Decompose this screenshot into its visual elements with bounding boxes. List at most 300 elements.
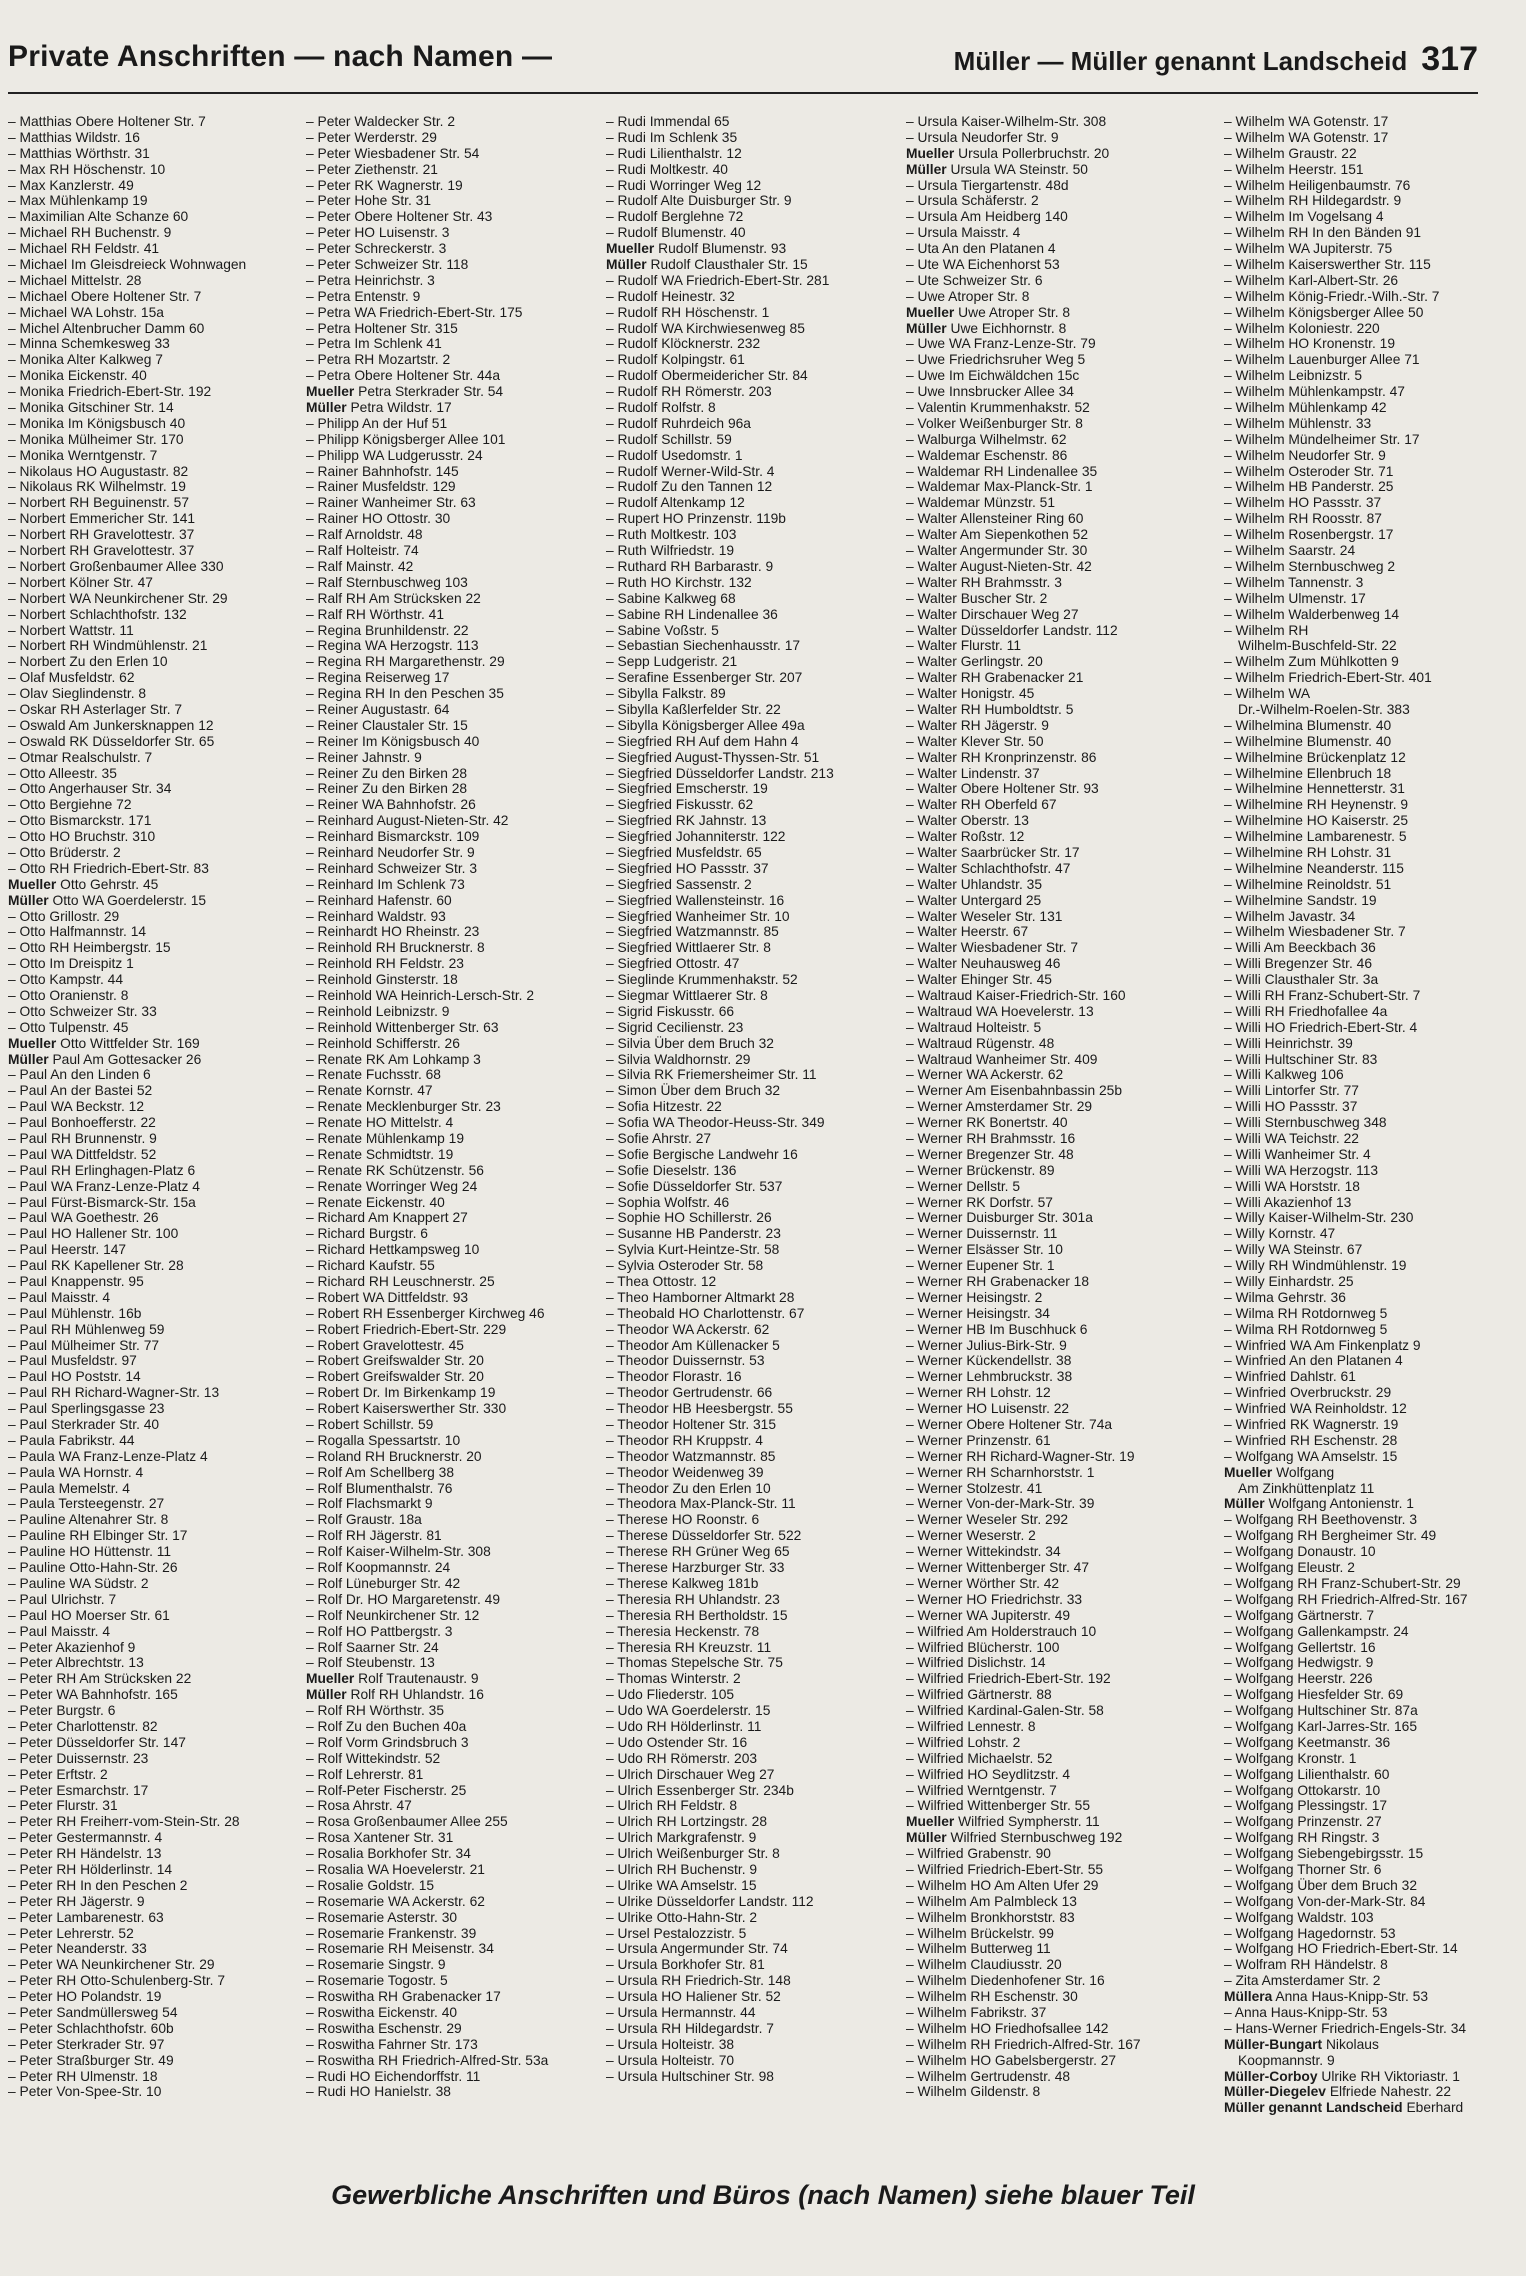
directory-entry: – Wilhelm Wiesbadener Str. 7 xyxy=(1224,924,1406,940)
directory-entry: – Ursula Holteistr. 70 xyxy=(606,2052,735,2068)
directory-entry: – Wilma RH Rotdornweg 5 xyxy=(1224,1305,1388,1321)
directory-entry: – Wilfried Grabenstr. 90 xyxy=(906,1846,1051,1862)
directory-entry: – Sofia Hitzestr. 22 xyxy=(606,1099,722,1115)
directory-entry: – Reiner Im Königsbusch 40 xyxy=(306,733,480,749)
directory-entry: – Wilhelm HO Passstr. 37 xyxy=(1224,495,1382,511)
directory-entry: – Robert Schillstr. 59 xyxy=(306,1417,434,1433)
directory-entry: – Norbert RH Gravelottestr. 37 xyxy=(8,527,195,543)
directory-entry: – Theresia RH Bertholdstr. 15 xyxy=(606,1607,788,1623)
directory-entry: – Richard RH Leuschnerstr. 25 xyxy=(306,1274,495,1290)
directory-entry: Müller-Bungart Nikolaus xyxy=(1224,2036,1379,2052)
directory-entry: – Paula WA Hornstr. 4 xyxy=(8,1464,144,1480)
directory-entry: – Paul WA Beckstr. 12 xyxy=(8,1099,144,1115)
directory-entry: – Rolf Zu den Buchen 40a xyxy=(306,1718,467,1734)
directory-entry: – Paul Mühlenstr. 16b xyxy=(8,1305,142,1321)
directory-entry: – Paul RH Erlinghagen-Platz 6 xyxy=(8,1162,196,1178)
directory-entry: – Wilhelm Bronkhorststr. 83 xyxy=(906,1909,1075,1925)
directory-entry: – Uwe Atroper Str. 8 xyxy=(906,288,1030,304)
directory-entry: – Siegfried Johanniterstr. 122 xyxy=(606,829,786,845)
directory-entry: – Paul RK Kapellener Str. 28 xyxy=(8,1258,184,1274)
directory-entry: – Paul Bonhoefferstr. 22 xyxy=(8,1115,156,1131)
directory-entry: – Willy WA Steinstr. 67 xyxy=(1224,1242,1363,1258)
directory-entry: – Reinhold RH Feldstr. 23 xyxy=(306,956,464,972)
directory-entry: – Wilhelmina Blumenstr. 40 xyxy=(1224,717,1392,733)
directory-entry: – Walter Klever Str. 50 xyxy=(906,733,1044,749)
directory-entry: – Theodor Watzmannstr. 85 xyxy=(606,1448,776,1464)
directory-entry: – Ulrich Weißenburger Str. 8 xyxy=(606,1846,780,1862)
directory-entry: – Rosalia Borkhofer Str. 34 xyxy=(306,1846,471,1862)
directory-entry: – Uwe Im Eichwäldchen 15c xyxy=(906,368,1080,384)
directory-column-5 xyxy=(1224,114,1520,2116)
directory-entry: – Ralf Sternbuschweg 103 xyxy=(306,574,468,590)
directory-entry: – Walter Am Siepenkothen 52 xyxy=(906,527,1089,543)
directory-entry: – Paul HO Moerser Str. 61 xyxy=(8,1607,170,1623)
directory-entry: – Theodor Duissernstr. 53 xyxy=(606,1353,765,1369)
directory-entry: – Sibylla Königsberger Allee 49a xyxy=(606,717,805,733)
directory-entry: – Reiner Claustaler Str. 15 xyxy=(306,717,468,733)
directory-entry: – Werner Heisingstr. 34 xyxy=(906,1305,1050,1321)
directory-entry: – Werner Elsässer Str. 10 xyxy=(906,1242,1063,1258)
directory-entry: – Reinhold WA Heinrich-Lersch-Str. 2 xyxy=(306,987,534,1003)
directory-entry: – Rosa Großenbaumer Allee 255 xyxy=(306,1814,508,1830)
directory-entry: – Ulrike Düsseldorfer Landstr. 112 xyxy=(606,1893,814,1909)
directory-entry: Mueller Rudolf Blumenstr. 93 xyxy=(606,241,787,257)
directory-entry: – Wilhelmine RH Heynenstr. 9 xyxy=(1224,797,1409,813)
directory-entry: – Wilhelm Friedrich-Ebert-Str. 401 xyxy=(1224,670,1432,686)
directory-entry: – Paul RH Richard-Wagner-Str. 13 xyxy=(8,1385,220,1401)
directory-entry: – Wilhelmine Blumenstr. 40 xyxy=(1224,733,1392,749)
directory-entry: – Regina WA Herzogstr. 113 xyxy=(306,638,479,654)
directory-entry: – Wilhelm Ulmenstr. 17 xyxy=(1224,590,1366,606)
directory-entry: – Paula WA Franz-Lenze-Platz 4 xyxy=(8,1448,208,1464)
directory-entry: – Wilhelm Zum Mühlkotten 9 xyxy=(1224,654,1399,670)
directory-entry: – Peter Lambarenestr. 63 xyxy=(8,1909,164,1925)
directory-entry: – Wilfried Dislichstr. 14 xyxy=(906,1655,1046,1671)
directory-entry: – Maximilian Alte Schanze 60 xyxy=(8,209,189,225)
directory-entry: – Wilhelm HO Kronenstr. 19 xyxy=(1224,336,1395,352)
directory-entry: – Walter Weseler Str. 131 xyxy=(906,908,1063,924)
directory-entry: – Rudolf Klöcknerstr. 232 xyxy=(606,336,761,352)
directory-entry: – Ruth Wilfriedstr. 19 xyxy=(606,543,735,559)
directory-entry: – Uwe Innsbrucker Allee 34 xyxy=(906,384,1074,400)
directory-entry: – Walter Schlachthofstr. 47 xyxy=(906,860,1071,876)
directory-entry: – Peter Akazienhof 9 xyxy=(8,1639,136,1655)
directory-entry: – Werner Am Eisenbahnbassin 25b xyxy=(906,1083,1123,1099)
directory-entry: – Wolfgang Hedwigstr. 9 xyxy=(1224,1655,1374,1671)
directory-entry: – Waltraud Kaiser-Friedrich-Str. 160 xyxy=(906,987,1126,1003)
directory-entry: – Paul HO Hallener Str. 100 xyxy=(8,1226,179,1242)
directory-entry: – Ulrich Dirschauer Weg 27 xyxy=(606,1766,775,1782)
directory-entry: – Werner Duisburger Str. 301a xyxy=(906,1210,1093,1226)
directory-entry: – Reinhold Wittenberger Str. 63 xyxy=(306,1019,499,1035)
directory-entry: – Wolfgang Über dem Bruch 32 xyxy=(1224,1877,1418,1893)
directory-entry: – Wolfgang Heerstr. 226 xyxy=(1224,1671,1373,1687)
page-number: 317 xyxy=(1421,40,1478,78)
directory-entry: – Willi HO Friedrich-Ebert-Str. 4 xyxy=(1224,1019,1418,1035)
directory-entry: – Rolf Lüneburger Str. 42 xyxy=(306,1575,461,1591)
directory-entry: – Sabine Voßstr. 5 xyxy=(606,622,719,638)
directory-entry: – Wilhelm Heerstr. 151 xyxy=(1224,161,1364,177)
directory-entry: – Wilhelm WA Gotenstr. 17 xyxy=(1224,114,1389,129)
directory-entry: – Winfried An den Platanen 4 xyxy=(1224,1353,1403,1369)
directory-entry: – Wilhelm Claudiusstr. 20 xyxy=(906,1957,1062,1973)
directory-entry: – Ralf RH Am Strücksken 22 xyxy=(306,590,481,606)
directory-entry: – Werner Von-der-Mark-Str. 39 xyxy=(906,1496,1095,1512)
directory-entry: – Peter Flurstr. 31 xyxy=(8,1798,118,1814)
directory-entry: – Paul Maisstr. 4 xyxy=(8,1623,110,1639)
directory-entry: – Waltraud Holteistr. 5 xyxy=(906,1019,1042,1035)
directory-entry: – Werner Eupener Str. 1 xyxy=(906,1258,1055,1274)
directory-entry: – Paul WA Franz-Lenze-Platz 4 xyxy=(8,1178,200,1194)
directory-entry: – Wilhelm RH Friedrich-Alfred-Str. 167 xyxy=(906,2036,1141,2052)
directory-entry: – Rudolf Schillstr. 59 xyxy=(606,431,732,447)
directory-entry: – Rosemarie Togostr. 5 xyxy=(306,1973,448,1989)
directory-column-4 xyxy=(906,114,1198,2100)
directory-entry: Müller-Diegelev Elfriede Nahestr. 22 xyxy=(1224,2084,1451,2100)
directory-entry: – Peter Albrechtstr. 13 xyxy=(8,1655,144,1671)
directory-entry: – Winfried WA Am Finkenplatz 9 xyxy=(1224,1337,1421,1353)
directory-entry: – Walter RH Oberfeld 67 xyxy=(906,797,1057,813)
directory-entry: – Roswitha Eickenstr. 40 xyxy=(306,2004,458,2020)
directory-entry: – Peter RH Ulmenstr. 18 xyxy=(8,2068,158,2084)
directory-entry: – Otto Kampstr. 44 xyxy=(8,972,124,988)
directory-entry: – Valentin Krummenhakstr. 52 xyxy=(906,400,1090,416)
directory-entry: – Willy Kaiser-Wilhelm-Str. 230 xyxy=(1224,1210,1414,1226)
directory-entry: – Paul An den Linden 6 xyxy=(8,1067,151,1083)
directory-entry: – Walter Wiesbadener Str. 7 xyxy=(906,940,1079,956)
directory-entry: – Rupert HO Prinzenstr. 119b xyxy=(606,511,786,527)
directory-entry: – Thomas Stepelsche Str. 75 xyxy=(606,1655,783,1671)
directory-entry: – Serafine Essenberger Str. 207 xyxy=(606,670,803,686)
directory-entry: – Paul RH Brunnenstr. 9 xyxy=(8,1131,157,1146)
directory-entry: – Wolfgang Gärtnerstr. 7 xyxy=(1224,1607,1375,1623)
directory-entry: – Peter Straßburger Str. 49 xyxy=(8,2052,174,2068)
directory-entry: – Willi Heinrichstr. 39 xyxy=(1224,1035,1353,1051)
directory-entry: – Pauline WA Südstr. 2 xyxy=(8,1575,149,1591)
directory-entry: – Norbert WA Neunkirchener Str. 29 xyxy=(8,590,228,606)
directory-entry: – Rolf Am Schellberg 38 xyxy=(306,1464,455,1480)
directory-entry: – Wilhelm Leibnizstr. 5 xyxy=(1224,368,1363,384)
directory-entry: – Wilhelmine Sandstr. 19 xyxy=(1224,892,1377,908)
directory-entry: – Max Kanzlerstr. 49 xyxy=(8,177,134,193)
directory-entry: – Wilhelm Sternbuschweg 2 xyxy=(1224,558,1396,574)
directory-entry: – Rolf HO Pattbergstr. 3 xyxy=(306,1623,453,1639)
directory-entry: – Waldemar RH Lindenallee 35 xyxy=(906,463,1098,479)
directory-entry: – Otto Halfmannstr. 14 xyxy=(8,924,147,940)
directory-entry: – Silvia Über dem Bruch 32 xyxy=(606,1035,774,1051)
directory-entry: – Rolf Dr. HO Margaretenstr. 49 xyxy=(306,1591,500,1607)
directory-entry: – Walter Honigstr. 45 xyxy=(906,686,1035,702)
directory-entry: – Waldemar Eschenstr. 86 xyxy=(906,447,1068,463)
directory-entry: – Otto Bismarckstr. 171 xyxy=(8,813,152,829)
directory-entry: – Rolf Graustr. 18a xyxy=(306,1512,422,1528)
directory-entry: – Peter Burgstr. 6 xyxy=(8,1703,116,1719)
directory-entry: – Willi RH Friedhofallee 4a xyxy=(1224,1003,1388,1019)
directory-entry: – Rudolf Rolfstr. 8 xyxy=(606,400,716,416)
directory-entry: – Werner Heisingstr. 2 xyxy=(906,1289,1043,1305)
directory-column-3 xyxy=(606,114,898,2084)
directory-entry: Müller Ursula WA Steinstr. 50 xyxy=(906,161,1088,177)
directory-entry: – Theodora Max-Planck-Str. 11 xyxy=(606,1496,796,1512)
directory-entry: – Monika Friedrich-Ebert-Str. 192 xyxy=(8,384,212,400)
directory-entry: – Otto Angerhauser Str. 34 xyxy=(8,781,172,797)
directory-entry: – Ursula Schäferstr. 2 xyxy=(906,193,1039,209)
directory-entry: – Werner Weserstr. 2 xyxy=(906,1528,1036,1544)
directory-entry: – Otto Im Dreispitz 1 xyxy=(8,956,134,972)
directory-entry: – Michael Im Gleisdreieck Wohnwagen xyxy=(8,257,247,273)
directory-entry: – Theresia Heckenstr. 78 xyxy=(606,1623,760,1639)
directory-entry: – Ursula Borkhofer Str. 81 xyxy=(606,1957,765,1973)
directory-entry: – Otto Grillostr. 29 xyxy=(8,908,120,924)
directory-entry: – Wolfgang RH Franz-Schubert-Str. 29 xyxy=(1224,1575,1461,1591)
directory-entry: – Rudolf Kolpingstr. 61 xyxy=(606,352,745,368)
directory-entry: – Peter Esmarchstr. 17 xyxy=(8,1782,149,1798)
directory-entry: – Willi HO Passstr. 37 xyxy=(1224,1099,1358,1115)
directory-entry: – Rudi HO Eichendorffstr. 11 xyxy=(306,2068,481,2084)
directory-entry: – Matthias Wörthstr. 31 xyxy=(8,145,150,161)
directory-entry: Müller genannt Landscheid Eberhard xyxy=(1224,2100,1464,2116)
directory-entry: – Silvia Waldhornstr. 29 xyxy=(606,1051,751,1067)
directory-entry: – Richard Hettkampsweg 10 xyxy=(306,1242,480,1258)
directory-entry: – Minna Schemkesweg 33 xyxy=(8,336,170,352)
directory-entry: – Rolf Blumenthalstr. 76 xyxy=(306,1480,453,1496)
directory-entry: – Wilhelm RH xyxy=(1224,622,1309,638)
directory-entry: – Werner RH Richard-Wagner-Str. 19 xyxy=(906,1448,1135,1464)
directory-entry: – Udo RH Hölderlinstr. 11 xyxy=(606,1718,762,1734)
directory-entry: – Werner Bregenzer Str. 48 xyxy=(906,1146,1074,1162)
directory-entry: – Paul WA Dittfeldstr. 52 xyxy=(8,1146,157,1162)
directory-entry: – Werner Julius-Birk-Str. 9 xyxy=(906,1337,1067,1353)
directory-entry: – Sepp Ludgeristr. 21 xyxy=(606,654,738,670)
directory-entry: – Wilhelm RH Eschenstr. 30 xyxy=(906,1989,1078,2005)
directory-entry: – Roswitha Fahrner Str. 173 xyxy=(306,2036,478,2052)
directory-entry: – Willy Einhardstr. 25 xyxy=(1224,1274,1354,1290)
directory-entry: – Walter August-Nieten-Str. 42 xyxy=(906,558,1092,574)
directory-entry: – Willi Akazienhof 13 xyxy=(1224,1194,1352,1210)
directory-entry: – Robert Dr. Im Birkenkamp 19 xyxy=(306,1385,496,1401)
directory-entry: – Peter Ziethenstr. 21 xyxy=(306,161,438,177)
directory-entry: – Wilfried Friedrich-Ebert-Str. 192 xyxy=(906,1671,1111,1687)
directory-entry: – Willi WA Horststr. 18 xyxy=(1224,1178,1360,1194)
directory-entry: – Peter Erftstr. 2 xyxy=(8,1766,108,1782)
directory-entry: – Ursula Holteistr. 38 xyxy=(606,2036,735,2052)
directory-entry: – Renate HO Mittelstr. 4 xyxy=(306,1115,454,1131)
directory-entry: – Wilfried HO Seydlitzstr. 4 xyxy=(906,1766,1071,1782)
directory-entry: – Ursula HO Haliener Str. 52 xyxy=(606,1989,781,2005)
directory-entry: – Rainer HO Ottostr. 30 xyxy=(306,511,451,527)
header-rule xyxy=(8,92,1478,94)
directory-entry: – Norbert Zu den Erlen 10 xyxy=(8,654,168,670)
directory-entry: Mueller Otto Wittfelder Str. 169 xyxy=(8,1035,200,1051)
directory-entry: – Walter RH Humboldtstr. 5 xyxy=(906,701,1074,717)
directory-entry: – Rudolf WA Kirchwiesenweg 85 xyxy=(606,320,805,336)
directory-entry: – Walter Oberstr. 13 xyxy=(906,813,1029,829)
directory-entry: – Volker Weißenburger Str. 8 xyxy=(906,415,1083,431)
directory-entry: – Robert Kaiserswerther Str. 330 xyxy=(306,1401,507,1417)
directory-entry: – Wilhelm Diedenhofener Str. 16 xyxy=(906,1973,1105,1989)
directory-entry: – Otto Bergiehne 72 xyxy=(8,797,132,813)
directory-entry: – Wilma Gehrstr. 36 xyxy=(1224,1289,1346,1305)
directory-entry: – Rogalla Spessartstr. 10 xyxy=(306,1432,461,1448)
directory-entry: – Wilhelm Gildenstr. 8 xyxy=(906,2084,1041,2100)
directory-entry: – Siegfried Wallensteinstr. 16 xyxy=(606,892,785,908)
directory-entry: – Peter RK Wagnerstr. 19 xyxy=(306,177,463,193)
directory-entry: – Sigrid Fiskusstr. 66 xyxy=(606,1003,735,1019)
directory-entry: – Renate Mecklenburger Str. 23 xyxy=(306,1099,501,1115)
directory-entry: – Rosa Xantener Str. 31 xyxy=(306,1830,454,1846)
directory-entry: – Therese Düsseldorfer Str. 522 xyxy=(606,1528,802,1544)
directory-entry: – Ursula RH Hildegardstr. 7 xyxy=(606,2020,774,2036)
directory-entry: – Wolfgang HO Friedrich-Ebert-Str. 14 xyxy=(1224,1941,1458,1957)
directory-entry: – Walter RH Grabenacker 21 xyxy=(906,670,1084,686)
directory-entry: – Werner WA Jupiterstr. 49 xyxy=(906,1607,1071,1623)
directory-entry: – Reinhold RH Brucknerstr. 8 xyxy=(306,940,485,956)
directory-entry: – Roswitha RH Friedrich-Alfred-Str. 53a xyxy=(306,2052,549,2068)
directory-entry: – Walter Angermunder Str. 30 xyxy=(906,543,1088,559)
directory-entry: – Wolfgang Eleustr. 2 xyxy=(1224,1560,1355,1576)
directory-entry: – Wilhelm Lauenburger Allee 71 xyxy=(1224,352,1420,368)
directory-entry: – Renate Schmidtstr. 19 xyxy=(306,1146,454,1162)
directory-entry: – Rainer Wanheimer Str. 63 xyxy=(306,495,476,511)
directory-entry: – Reinhard Neudorfer Str. 9 xyxy=(306,844,475,860)
directory-entry: – Werner Brückenstr. 89 xyxy=(906,1162,1055,1178)
directory-entry: – Walter Roßstr. 12 xyxy=(906,829,1025,845)
directory-entry: – Wolfgang Thorner Str. 6 xyxy=(1224,1861,1382,1877)
directory-entry: – Hans-Werner Friedrich-Engels-Str. 34 xyxy=(1224,2020,1467,2036)
directory-entry: – Werner Weseler Str. 292 xyxy=(906,1512,1069,1528)
directory-entry: – Willi RH Franz-Schubert-Str. 7 xyxy=(1224,987,1421,1003)
directory-entry: – Werner RH Grabenacker 18 xyxy=(906,1274,1090,1290)
directory-entry: – Otto Tulpenstr. 45 xyxy=(8,1019,129,1035)
directory-entry: – Robert WA Dittfeldstr. 93 xyxy=(306,1289,469,1305)
directory-entry: – Wilhelm Osteroder Str. 71 xyxy=(1224,463,1394,479)
directory-entry: – Wilhelm Königsberger Allee 50 xyxy=(1224,304,1424,320)
directory-entry: – Walter Ehinger Str. 45 xyxy=(906,972,1052,988)
directory-entry: – Matthias Obere Holtener Str. 7 xyxy=(8,114,206,129)
directory-entry: – Walburga Wilhelmstr. 62 xyxy=(906,431,1067,447)
directory-entry: – Therese RH Grüner Weg 65 xyxy=(606,1544,790,1560)
directory-entry: Müller Paul Am Gottesacker 26 xyxy=(8,1051,202,1067)
directory-entry: – Reiner Zu den Birken 28 xyxy=(306,765,468,781)
directory-entry: – Wilhelmine Hennetterstr. 31 xyxy=(1224,781,1405,797)
directory-entry: – Richard Burgstr. 6 xyxy=(306,1226,428,1242)
directory-entry: Müller Wolfgang Antonienstr. 1 xyxy=(1224,1496,1414,1512)
directory-entry: – Rudolf Zu den Tannen 12 xyxy=(606,479,773,495)
directory-entry: – Ulrich Markgrafenstr. 9 xyxy=(606,1830,757,1846)
directory-entry: – Ralf Arnoldstr. 48 xyxy=(306,527,423,543)
directory-entry: – Theodor Weidenweg 39 xyxy=(606,1464,764,1480)
directory-entry: – Winfried WA Reinholdstr. 12 xyxy=(1224,1401,1407,1417)
directory-entry: – Werner Wörther Str. 42 xyxy=(906,1575,1060,1591)
directory-entry: – Theo Hamborner Altmarkt 28 xyxy=(606,1289,795,1305)
directory-entry: – Ursula RH Friedrich-Str. 148 xyxy=(606,1973,791,1989)
directory-entry: – Werner RH Lohstr. 12 xyxy=(906,1385,1051,1401)
directory-entry: – Ralf Holteistr. 74 xyxy=(306,543,419,559)
directory-entry: – Werner HB Im Buschhuck 6 xyxy=(906,1321,1088,1337)
directory-entry: – Wolfgang Donaustr. 10 xyxy=(1224,1544,1376,1560)
directory-entry: – Wilhelm HO Friedhofsallee 142 xyxy=(906,2020,1109,2036)
directory-entry: – Sophie HO Schillerstr. 26 xyxy=(606,1210,772,1226)
directory-entry: – Norbert Großenbaumer Allee 330 xyxy=(8,558,224,574)
directory-entry: – Rolf Flachsmarkt 9 xyxy=(306,1496,433,1512)
directory-entry: – Rudolf WA Friedrich-Ebert-Str. 281 xyxy=(606,272,830,288)
directory-entry: – Ursula Maisstr. 4 xyxy=(906,225,1021,241)
directory-entry: – Willi Kalkweg 106 xyxy=(1224,1067,1344,1083)
directory-entry: – Wilhelm RH Roosstr. 87 xyxy=(1224,511,1382,527)
directory-column-2 xyxy=(306,114,598,2100)
directory-entry: – Wolfgang Keetmanstr. 36 xyxy=(1224,1734,1391,1750)
directory-entry: – Rosemarie Singstr. 9 xyxy=(306,1957,446,1973)
directory-entry: – Theodor Gertrudenstr. 66 xyxy=(606,1385,773,1401)
directory-entry: Mueller Wolfgang xyxy=(1224,1464,1335,1480)
directory-entry: – Max RH Höschenstr. 10 xyxy=(8,161,166,177)
directory-entry: – Sieglinde Krummenhakstr. 52 xyxy=(606,972,798,988)
directory-entry: Müller Wilfried Sternbuschweg 192 xyxy=(906,1830,1123,1846)
directory-entry: – Renate RK Schützenstr. 56 xyxy=(306,1162,484,1178)
directory-entry: – Wilfried Michaelstr. 52 xyxy=(906,1750,1053,1766)
directory-entry: – Peter HO Polandstr. 19 xyxy=(8,1989,162,2005)
directory-entry: – Walter Heerstr. 67 xyxy=(906,924,1029,940)
directory-entry: – Michael RH Buchenstr. 9 xyxy=(8,225,172,241)
directory-entry: – Walter Neuhausweg 46 xyxy=(906,956,1061,972)
directory-entry: – Wolfgang Kronstr. 1 xyxy=(1224,1750,1357,1766)
directory-entry: – Paul Ulrichstr. 7 xyxy=(8,1591,117,1607)
directory-entry: Mueller Otto Gehrstr. 45 xyxy=(8,876,159,892)
directory-entry: – Walter Buscher Str. 2 xyxy=(906,590,1048,606)
directory-entry: – Rosemarie Asterstr. 30 xyxy=(306,1909,458,1925)
directory-entry: – Wilhelmine Ellenbruch 18 xyxy=(1224,765,1392,781)
directory-entry: – Thomas Winterstr. 2 xyxy=(606,1671,741,1687)
directory-entry: – Nikolaus RK Wilhelmstr. 19 xyxy=(8,479,186,495)
directory-entry: Am Zinkhüttenplatz 11 xyxy=(1238,1480,1375,1496)
directory-entry: – Rolf Neunkirchener Str. 12 xyxy=(306,1607,480,1623)
directory-entry: – Wilhelm Fabrikstr. 37 xyxy=(906,2004,1047,2020)
directory-entry: – Peter Von-Spee-Str. 10 xyxy=(8,2084,162,2100)
directory-entry: – Wilhelm Butterweg 11 xyxy=(906,1941,1051,1957)
directory-entry: – Peter WA Neunkirchener Str. 29 xyxy=(8,1957,215,1973)
directory-entry: – Philipp WA Ludgerusstr. 24 xyxy=(306,447,483,463)
directory-entry: – Rolf Koopmannstr. 24 xyxy=(306,1560,451,1576)
directory-entry: – Ursula Hultschiner Str. 98 xyxy=(606,2068,774,2084)
directory-entry: – Wilhelm Koloniestr. 220 xyxy=(1224,320,1380,336)
directory-entry: – Willi Hultschiner Str. 83 xyxy=(1224,1051,1378,1067)
directory-entry: – Wolfgang Lilienthalstr. 60 xyxy=(1224,1766,1390,1782)
directory-entry: – Wilhelm RH Hildegardstr. 9 xyxy=(1224,193,1402,209)
directory-entry: – Peter RH Jägerstr. 9 xyxy=(8,1893,145,1909)
name-range: Müller — Müller genannt Landscheid xyxy=(953,46,1408,76)
directory-entry: – Peter WA Bahnhofstr. 165 xyxy=(8,1687,178,1703)
directory-entry: – Werner Obere Holtener Str. 74a xyxy=(906,1417,1113,1433)
directory-entry: – Paul Sterkrader Str. 40 xyxy=(8,1417,160,1433)
directory-entry: – Wolfgang Hagedornstr. 53 xyxy=(1224,1925,1396,1941)
directory-entry: – Wilma RH Rotdornweg 5 xyxy=(1224,1321,1388,1337)
directory-entry: – Roswitha Eschenstr. 29 xyxy=(306,2020,462,2036)
directory-entry: – Walter Untergard 25 xyxy=(906,892,1042,908)
directory-entry: – Wilhelm HB Panderstr. 25 xyxy=(1224,479,1394,495)
directory-entry: – Ursula Angermunder Str. 74 xyxy=(606,1941,788,1957)
directory-entry: – Monika Im Königsbusch 40 xyxy=(8,415,186,431)
directory-entry: – Willi Lintorfer Str. 77 xyxy=(1224,1083,1359,1099)
directory-entry: – Wilhelm WA Jupiterstr. 75 xyxy=(1224,241,1393,257)
directory-entry: – Thea Ottostr. 12 xyxy=(606,1274,717,1290)
directory-entry: – Reinhold Schifferstr. 26 xyxy=(306,1035,460,1051)
directory-entry: – Paul Mülheimer Str. 77 xyxy=(8,1337,160,1353)
directory-entry: – Wilhelm Javastr. 34 xyxy=(1224,908,1356,924)
directory-entry: – Peter Schlachthofstr. 60b xyxy=(8,2020,174,2036)
directory-entry: – Udo Ostender Str. 16 xyxy=(606,1734,748,1750)
directory-entry: – Rosemarie WA Ackerstr. 62 xyxy=(306,1893,485,1909)
directory-entry: – Wilhelm Mühlenkampstr. 47 xyxy=(1224,384,1405,400)
